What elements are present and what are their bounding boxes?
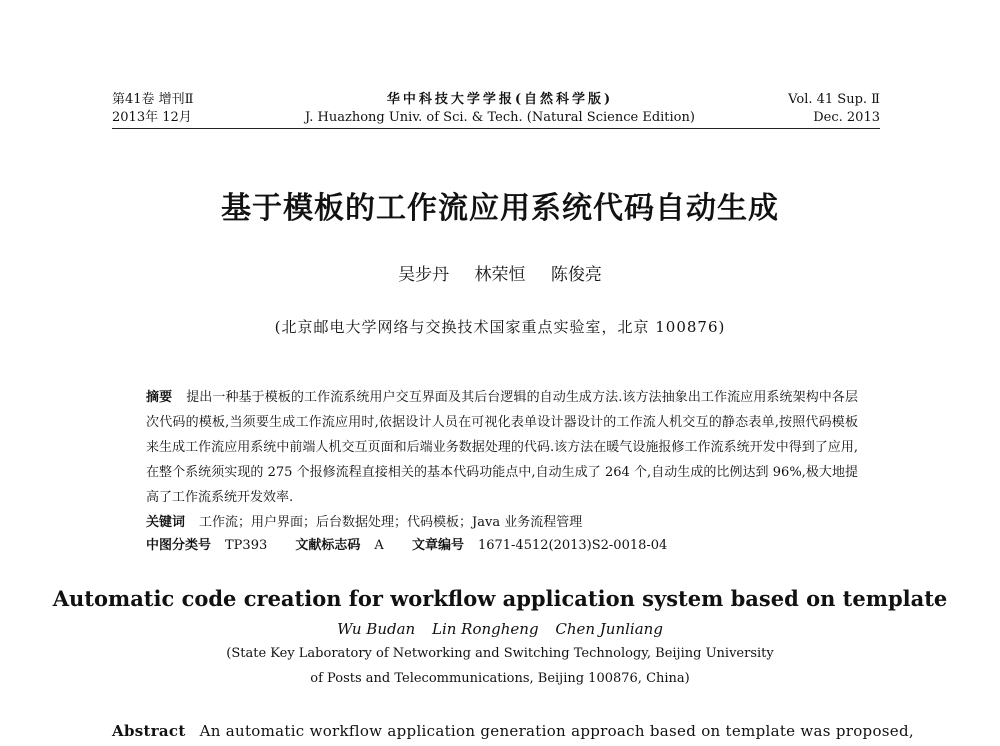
doc-code-value: A bbox=[374, 538, 384, 553]
article-number-value: 1671-4512(2013)S2-0018-04 bbox=[477, 538, 668, 553]
doc-code-label: 文献标志码 bbox=[295, 538, 361, 553]
paper-title-en: Automatic code creation for workflow application system based on template bbox=[52, 586, 948, 611]
clc-label: 中图分类号 bbox=[146, 538, 212, 553]
clc-value: TP393 bbox=[225, 538, 268, 553]
keywords-text: 工作流；用户界面；后台数据处理；代码模板；Java 业务流程管理 bbox=[199, 515, 583, 530]
author-en: Chen Junliang bbox=[555, 620, 663, 638]
author-en: Wu Budan bbox=[337, 620, 416, 638]
authors-en bbox=[0, 620, 1000, 638]
keywords-label: 关键词 bbox=[146, 515, 186, 530]
header-divider bbox=[112, 128, 880, 129]
author-cn: 吴步丹 bbox=[398, 265, 450, 285]
header-journal-en: J. Huazhong Univ. of Sci. & Tech. (Natural Science Edition) bbox=[305, 110, 695, 125]
abstract-en bbox=[112, 722, 914, 740]
header-volume-cn: 第41卷 增刊Ⅱ bbox=[112, 92, 194, 107]
affiliation-en-line2: of Posts and Telecommunications, Beijing 100876, China) bbox=[310, 671, 690, 686]
abstract-en-text: An automatic workflow application generation approach based on template was proposed, bbox=[199, 722, 914, 740]
classification-row bbox=[146, 533, 667, 558]
abstract-cn bbox=[146, 385, 858, 535]
affiliation-cn: (北京邮电大学网络与交换技术国家重点实验室，北京 100876) bbox=[274, 318, 726, 336]
authors-cn bbox=[0, 260, 1000, 285]
header-volume-en: Vol. 41 Sup. Ⅱ bbox=[788, 92, 880, 107]
header-journal-cn: 华中科技大学学报(自然科学版) bbox=[386, 92, 614, 107]
paper-title-cn: 基于模板的工作流应用系统代码自动生成 bbox=[221, 191, 779, 226]
author-cn: 陈俊亮 bbox=[550, 265, 602, 285]
author-en: Lin Rongheng bbox=[431, 620, 539, 638]
header-date-cn: 2013年 12月 bbox=[112, 110, 192, 125]
abstract-en-label: Abstract bbox=[112, 722, 186, 740]
affiliation-en-line1: (State Key Laboratory of Networking and Switching Technology, Beijing University bbox=[226, 646, 774, 661]
header-date-en: Dec. 2013 bbox=[813, 110, 880, 125]
article-number-label: 文章编号 bbox=[411, 538, 464, 553]
author-cn: 林荣恒 bbox=[474, 265, 526, 285]
abstract-cn-text: 提出一种基于模板的工作流系统用户交互界面及其后台逻辑的自动生成方法.该方法抽象出工作流应用系统架构中各层次代码的模板,当须要生成工作流应用时,依据设计人员在可视化表单设计器设计的工作流人机交互的静态表单,按照代码模板来生成工作流应用系统中前端人机交互页面和后端业务数据处理的代码.该方法在暖气设施报修工作流系统开发中得到了应用,在整个系统须实现的 275 个报修流程直接相关的基本代码功能点中,自动生成了 264 个,自动生成的比例达到 96%,极大地提高了工作流系统开发效率. bbox=[146, 390, 858, 505]
abstract-cn-label: 摘要 bbox=[146, 390, 173, 405]
